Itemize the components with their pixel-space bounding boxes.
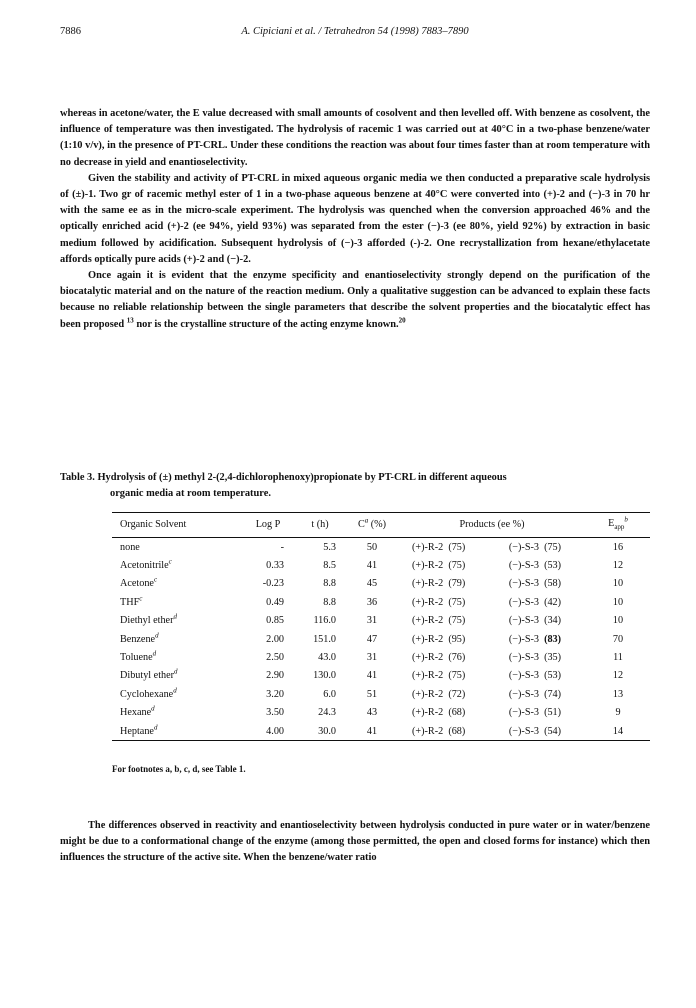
cell-logp: 2.00 [266,633,284,645]
cell-product-acid: (+)-R-2 (68) [412,707,466,719]
body-text-top [60,106,650,333]
cell-solvent: Dibutyl ether$^d$ [120,668,178,682]
cell-product-acid: (+)-R-2 (68) [398,722,489,741]
cell-product-ester: (−)-S-3 (53) [508,670,562,682]
cell-solvent: Benzene$^d$ [120,631,159,645]
cell-logp: 4.00 [242,722,294,741]
cell-product-ester: (−)-S-3 (83) [508,633,562,645]
table-row [112,648,650,666]
cell-e-app: 10 [612,578,624,590]
header-solvent: Organic Solvent [112,513,242,538]
table-row [112,612,650,630]
cell-conversion: 41 [346,722,398,741]
table-row [112,575,650,593]
cell-solvent: Cyclohexane$^d$ [120,686,177,700]
cell-product-ester: (−)-S-3 (42) [508,596,562,608]
table-caption-line2: organic media at room temperature. [110,488,271,499]
header-logp: Log P [242,513,294,538]
body-text-bottom [60,818,650,867]
table-body [112,538,650,741]
paragraph-3-tail: nor is the crystalline structure of the acting enzyme known. [136,318,399,330]
cell-time: 151.0 [313,633,336,645]
cell-time: 116.0 [313,615,336,627]
table-header-row [112,513,650,538]
cell-logp: 0.85 [266,615,284,627]
cell-product-acid: (+)-R-2 (75) [412,596,466,608]
cell-e-app: 14 [586,722,650,741]
table-row [112,704,650,722]
cell-product-acid: (+)-R-2 (95) [412,633,466,645]
cell-conversion: 41 [366,560,378,572]
cell-logp: 2.50 [266,652,284,664]
cell-logp: 0.49 [266,596,284,608]
table-row [112,722,650,741]
cell-e-app: 10 [612,615,624,627]
table-caption-line1: Hydrolysis of (±) methyl 2-(2,4-dichlorophenoxy)propionate by PT-CRL in different aqueous [97,472,507,483]
cell-time: 5.3 [323,541,336,553]
table-row [112,593,650,611]
cell-time: 43.0 [318,652,336,664]
cell-product-ester: (−)-S-3 (34) [508,615,562,627]
paragraph-3 [60,268,650,333]
paragraph-3-text: Once again it is evident that the enzyme specificity and enantioselectivity strongly depend on the purification of the biocatalytic material and on the nature of the reaction medium. Only a qualitative suggestion can be advanced to explain these facts because no reliable relationship between the single parameters that describe the solvent properties and the biocatalytic effect has been proposed [60,270,650,330]
reference-20: 20 [398,316,406,325]
cell-logp: 3.20 [266,688,284,700]
paragraph-2: Given the stability and activity of PT-CRL in mixed aqueous organic media we then conducted a preparative scale hydrolysis of (±)-1. Two gr of racemic methyl ester of 1 in a two-phase aqueous benzene at 40°C were converted into (+)-2 and (−)-3 in 70 hr with the same ee as in the micro-scale experiment. The hydrolysis was quenched when the conversion approached 46% and the optically enriched acid (+)-2 (ee 94%, yield 93%) was separated from the ester (−)-3 (ee 80%, yield 92%) by extraction in basic medium followed by acidification. Subsequent hydrolysis of (−)-3 afforded (-)-2. One recrystallization from hexane/ethylacetate affords optically pure acids (+)-2 and (−)-2. [60,172,650,265]
cell-product-acid: (+)-R-2 (79) [412,578,466,590]
cell-e-app: 9 [615,707,621,719]
table-row [112,538,650,557]
cell-solvent: Hexane$^d$ [120,704,155,719]
paragraph-4: The differences observed in reactivity and enantioselectivity between hydrolysis conducted in pure water or in water/benzene might be due to a conformational change of the enzyme (among those permitted, the open and closed forms for instance) which then influences the structure of the active site. When the benzene/water ratio [60,820,650,864]
cell-conversion: 45 [366,578,378,590]
cell-product-ester: (−)-S-3 (53) [508,560,562,572]
header-e-app: $E_{app}^b$ [586,513,650,538]
cell-solvent: Diethyl ether$^d$ [120,612,177,627]
cell-logp: 0.33 [266,560,284,572]
cell-logp: 2.90 [266,670,284,682]
table-footnote: For footnotes a, b, c, d, see Table 1. [112,764,246,774]
cell-time: 8.8 [323,578,336,590]
table-caption [60,470,650,502]
cell-e-app: 11 [613,652,623,664]
cell-product-ester: (−)-S-3 (51) [508,707,562,719]
journal-reference: A. Cipiciani et al. / Tetrahedron 54 (1998) 7883–7890 [241,26,469,37]
cell-product-acid: (+)-R-2 (72) [412,688,466,700]
table-row [112,667,650,685]
cell-product-ester: (−)-S-3 (75) [508,541,562,553]
cell-time: 6.0 [323,688,336,700]
cell-conversion: 43 [366,707,378,719]
table-row [112,685,650,703]
cell-conversion: 41 [366,670,378,682]
cell-product-ester: (−)-S-3 (58) [508,578,562,590]
cell-time: 8.5 [323,560,336,572]
cell-product-acid: (+)-R-2 (75) [412,615,466,627]
cell-product-acid: (+)-R-2 (75) [412,560,466,572]
cell-time: 24.3 [318,707,336,719]
cell-time: 30.0 [294,722,346,741]
cell-logp: 3.50 [266,707,284,719]
cell-product-acid: (+)-R-2 (75) [412,541,466,553]
page-number: 7886 [60,26,81,37]
cell-product-acid: (+)-R-2 (76) [412,652,466,664]
cell-e-app: 12 [612,670,624,682]
cell-conversion: 50 [366,541,378,553]
cell-conversion: 47 [366,633,378,645]
cell-product-ester: (−)-S-3 (74) [508,688,562,700]
table-row [112,556,650,574]
cell-product-ester: (−)-S-3 (35) [508,652,562,664]
cell-solvent: THF$^c$ [120,594,143,608]
cell-e-app: 12 [612,560,624,572]
cell-solvent: Toluene$^d$ [120,649,157,664]
cell-e-app: 10 [612,596,624,608]
cell-e-app: 70 [612,633,624,645]
reference-13: 13 [126,316,134,325]
paragraph-1: whereas in acetone/water, the E value decreased with small amounts of cosolvent and then levelled off. With benzene as cosolvent, the influence of temperature was then investigated. The hydrolysis of racemic 1 was carried out at 40°C in a two-phase benzene/water (1:10 v/v), in the presence of PT-CRL. Under these conditions the reaction was about four times faster than at room temperature with no decrease in yield and enantioselectivity. [60,108,650,168]
cell-product-acid: (+)-R-2 (75) [412,670,466,682]
header-conversion: $C^a$ (%) [346,513,398,538]
cell-logp: -0.23 [262,578,284,590]
cell-solvent: Heptane$^d$ [112,722,242,741]
cell-time: 8.8 [323,596,336,608]
cell-conversion: 31 [366,615,378,627]
cell-time: 130.0 [313,670,336,682]
cell-e-app: 13 [612,688,624,700]
results-table [112,512,650,741]
cell-solvent: Acetonitrile$^c$ [120,557,172,572]
cell-product-ester: (−)-S-3 (54) [489,722,586,741]
cell-conversion: 31 [366,652,378,664]
cell-conversion: 51 [366,688,378,700]
cell-e-app: 16 [612,541,624,553]
cell-solvent: Acetone$^c$ [120,576,158,590]
header-products: Products (ee %) [398,513,586,538]
header-time: t (h) [294,513,346,538]
cell-solvent: none [120,541,140,553]
cell-logp: - [280,541,284,553]
table-row [112,630,650,648]
cell-conversion: 36 [366,596,378,608]
running-header [60,26,650,42]
table-label: Table 3. [60,472,95,483]
